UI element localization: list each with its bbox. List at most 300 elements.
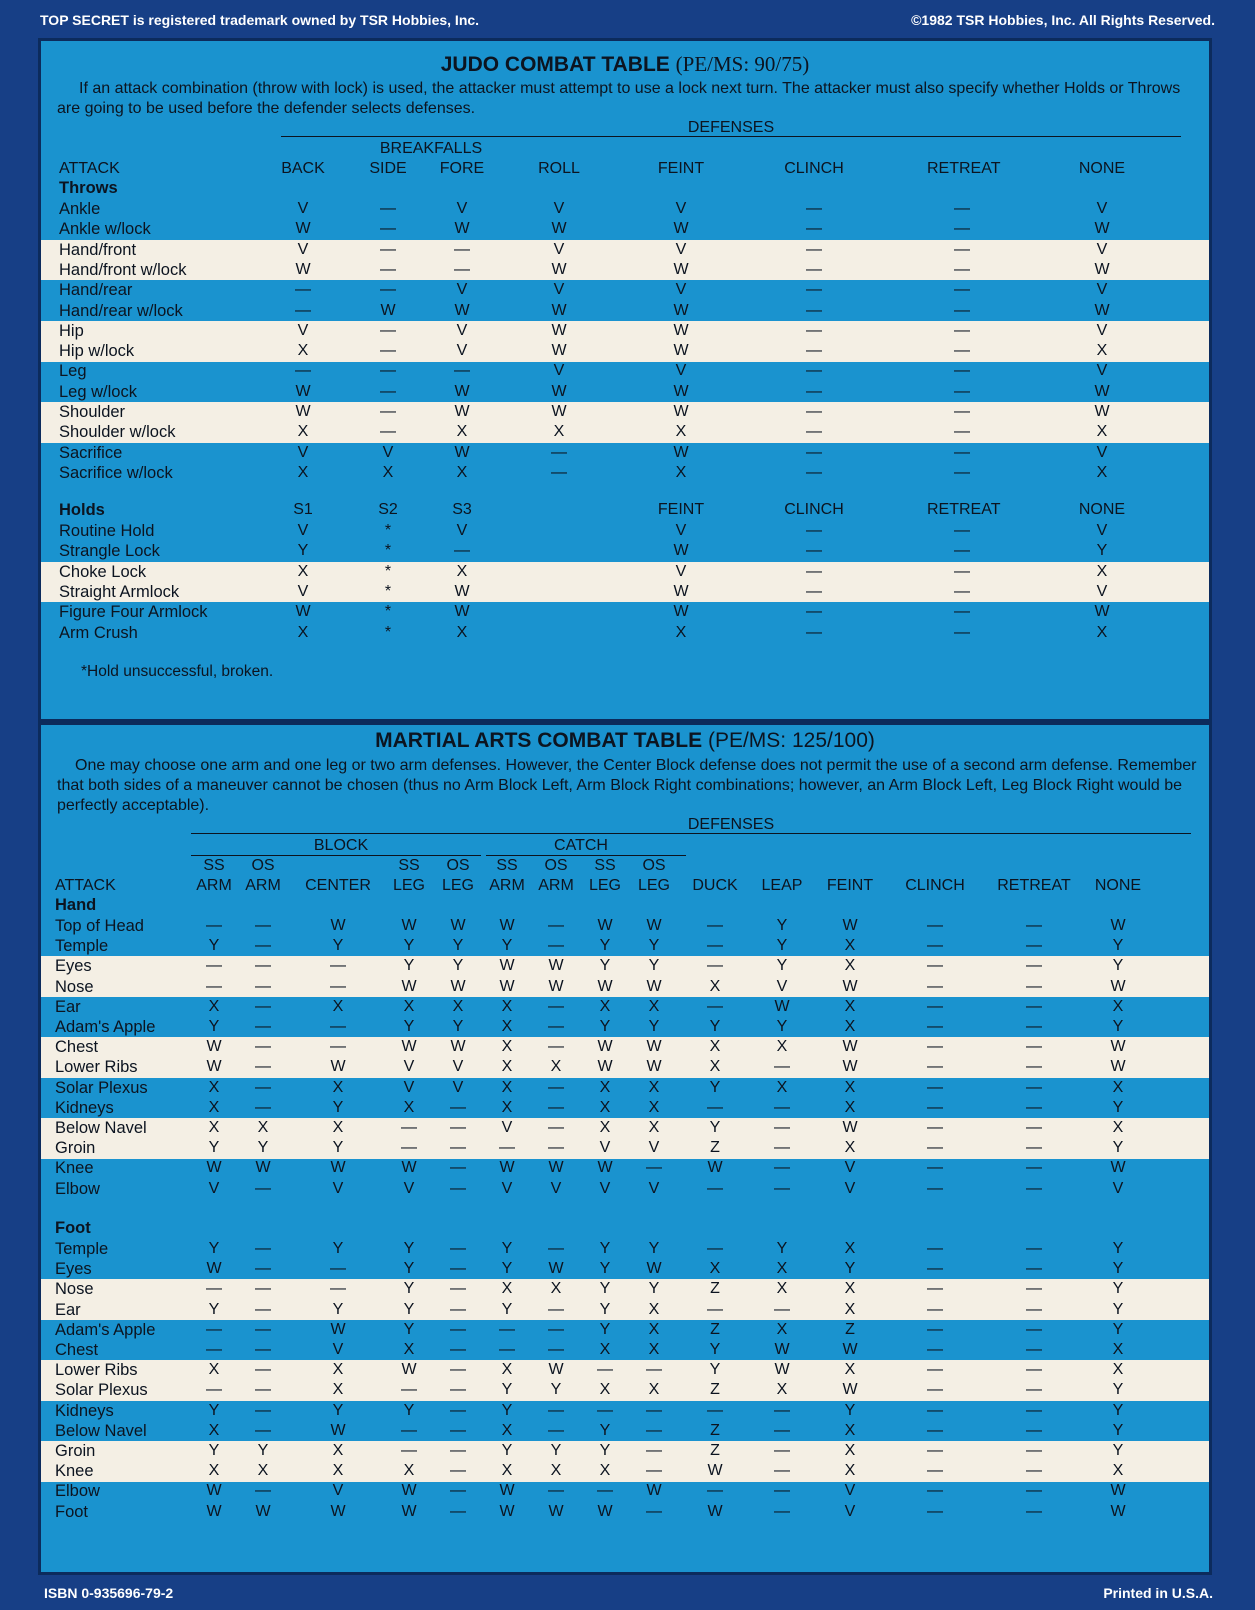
- judo-throw-row-label: Hand/rear w/lock: [59, 301, 183, 320]
- judo-throw-cell: X: [1096, 463, 1108, 481]
- ma-hand-cell: W: [646, 917, 662, 934]
- ma-foot-row-label: Temple: [55, 1240, 109, 1258]
- ma-hand-cell: —: [927, 937, 943, 955]
- ma-foot-cell: Y: [1112, 1421, 1124, 1439]
- ma-foot-cell: —: [450, 1401, 466, 1419]
- judo-hold-cell: —: [806, 562, 822, 580]
- ma-foot-row: [41, 1360, 1209, 1381]
- judo-throw-cell: W: [551, 382, 567, 400]
- ma-hand-cell: W: [401, 1159, 417, 1177]
- judo-hold-col-header: S3: [452, 501, 472, 518]
- ma-hand-cell: —: [1026, 1018, 1042, 1035]
- ma-hand-cell: —: [255, 957, 271, 975]
- ma-hand-cell: W: [842, 1119, 858, 1136]
- ma-foot-cell: X: [208, 1421, 220, 1439]
- judo-hold-cell: X: [297, 562, 309, 580]
- judo-hold-row: [41, 521, 1209, 542]
- ma-foot-cell: Y: [208, 1300, 220, 1318]
- judo-throw-cell: —: [954, 403, 970, 420]
- bottom-bar: [0, 1575, 1255, 1610]
- ma-foot-cell: Y: [501, 1260, 513, 1278]
- ma-foot-cell: —: [330, 1260, 346, 1278]
- judo-throw-row-label: Shoulder: [59, 403, 126, 421]
- judo-throw-cell: W: [295, 382, 311, 400]
- ma-hand-cell: X: [1112, 1078, 1124, 1096]
- judo-throw-row-label: Shoulder w/lock: [59, 423, 176, 442]
- ma-hand-cell: W: [597, 1159, 613, 1177]
- judo-hold-col-header: CLINCH: [784, 501, 844, 518]
- ma-foot-cell: —: [450, 1381, 466, 1399]
- ma-hand-cell: V: [550, 1179, 562, 1197]
- judo-throw-cell: W: [551, 220, 567, 238]
- judo-throw-cell: V: [456, 321, 468, 339]
- ma-foot-cell: Y: [403, 1280, 415, 1298]
- ma-foot-cell: W: [499, 1482, 515, 1500]
- ma-foot-cell: W: [646, 1260, 662, 1278]
- ma-hand-cell: Y: [332, 1139, 344, 1157]
- ma-hand-cell: X: [501, 1058, 513, 1076]
- ma-hand-cell: Y: [599, 1018, 611, 1035]
- ma-hand-cell: —: [255, 1078, 271, 1096]
- ma-hand-cell: —: [330, 1038, 346, 1056]
- ma-foot-cell: —: [927, 1300, 943, 1318]
- judo-hold-cell: V: [456, 522, 468, 539]
- ma-foot-cell: W: [548, 1260, 564, 1278]
- ma-foot-cell: Y: [776, 1240, 788, 1257]
- judo-hold-row-label: Choke Lock: [59, 562, 147, 581]
- ma-catch-label: CATCH: [554, 837, 608, 854]
- ma-hand-row: [41, 1138, 1209, 1159]
- ma-hand-cell: W: [255, 1159, 271, 1177]
- ma-hand-cell: V: [403, 1058, 415, 1076]
- judo-hold-row-label: Straight Armlock: [59, 582, 180, 601]
- ma-col-header-bottom: CENTER: [305, 877, 371, 894]
- ma-hand-cell: V: [844, 1179, 856, 1197]
- ma-hand-cell: Y: [332, 1098, 344, 1116]
- ma-foot-cell: —: [774, 1482, 790, 1500]
- ma-foot-cell: —: [450, 1280, 466, 1298]
- ma-hand-cell: X: [844, 937, 856, 955]
- ma-hand-cell: X: [776, 1078, 788, 1096]
- ma-foot-cell: Y: [1112, 1401, 1124, 1419]
- ma-hand-cell: Y: [648, 957, 660, 975]
- ma-hand-cell: Y: [1112, 957, 1124, 975]
- ma-foot-cell: —: [206, 1280, 222, 1298]
- ma-hand-cell: W: [842, 977, 858, 995]
- judo-throw-cell: W: [1094, 260, 1110, 278]
- judo-hold-cell: —: [954, 542, 970, 560]
- judo-throw-row: [41, 301, 1209, 322]
- ma-hand-cell: X: [648, 1078, 660, 1096]
- judo-throw-cell: —: [380, 240, 396, 258]
- ma-hand-cell: —: [450, 1159, 466, 1177]
- ma-foot-cell: Y: [1112, 1260, 1124, 1278]
- ma-block-label: BLOCK: [313, 837, 369, 854]
- ma-hand-cell: —: [548, 1098, 564, 1116]
- judo-throw-cell: —: [806, 463, 822, 481]
- ma-hand-cell: —: [774, 1098, 790, 1116]
- ma-hand-cell: Y: [452, 937, 464, 955]
- judo-throw-cell: —: [806, 200, 822, 217]
- ma-foot-cell: X: [332, 1442, 344, 1459]
- judo-col-header: BACK: [281, 160, 325, 177]
- ma-hand-cell: X: [403, 1098, 415, 1116]
- ma-hand-cell: X: [776, 1038, 788, 1056]
- ma-hand-cell: —: [774, 1139, 790, 1157]
- ma-hand-cell: Y: [257, 1139, 269, 1157]
- ma-foot-cell: —: [927, 1502, 943, 1520]
- ma-hand-cell: Y: [776, 937, 788, 955]
- ma-foot-cell: X: [648, 1320, 660, 1338]
- ma-hand-cell: Y: [776, 957, 788, 975]
- ma-hand-cell: V: [403, 1078, 415, 1096]
- ma-hand-cell: —: [206, 917, 222, 934]
- ma-foot-cell: —: [450, 1300, 466, 1318]
- ma-foot-cell: —: [1026, 1320, 1042, 1338]
- ma-hand-cell: X: [403, 997, 415, 1015]
- judo-throw-cell: W: [380, 301, 396, 319]
- ma-hand-cell: X: [208, 1119, 220, 1136]
- ma-hand-row: [41, 997, 1209, 1018]
- ma-foot-row-label: Solar Plexus: [55, 1381, 148, 1400]
- ma-hand-cell: —: [1026, 1058, 1042, 1076]
- judo-throw-row: [41, 321, 1209, 342]
- judo-throw-row: [41, 463, 1209, 484]
- judo-throw-cell: —: [954, 301, 970, 319]
- judo-throw-cell: W: [1094, 403, 1110, 420]
- ma-foot-cell: —: [450, 1421, 466, 1439]
- judo-col-header: FEINT: [657, 160, 705, 177]
- ma-foot-cell: Y: [208, 1442, 220, 1459]
- judo-throw-cell: W: [673, 443, 689, 461]
- judo-hold-cell: W: [454, 603, 470, 621]
- ma-hand-cell: —: [255, 1058, 271, 1076]
- ma-foot-cell: Z: [710, 1442, 720, 1459]
- judo-throw-cell: V: [553, 281, 565, 299]
- ma-hand-cell: X: [599, 1119, 611, 1136]
- ma-hand-row-label: Below Navel: [55, 1119, 147, 1137]
- judo-col-header: NONE: [1078, 160, 1126, 177]
- ma-foot-cell: —: [499, 1320, 515, 1338]
- ma-hand-cell: Y: [599, 957, 611, 975]
- ma-title: MARTIAL ARTS COMBAT TABLE (PE/MS: 125/100): [375, 729, 875, 752]
- ma-hand-cell: V: [648, 1179, 660, 1197]
- judo-hold-row-label: Arm Crush: [59, 623, 138, 642]
- judo-throw-cell: —: [806, 382, 822, 400]
- judo-throw-cell: V: [1096, 240, 1108, 258]
- judo-throw-cell: —: [380, 362, 396, 380]
- judo-hold-cell: V: [675, 522, 687, 539]
- ma-hand-cell: —: [255, 917, 271, 934]
- ma-foot-cell: —: [450, 1502, 466, 1520]
- judo-throw-cell: —: [551, 463, 567, 481]
- ma-foot-cell: —: [646, 1462, 662, 1480]
- ma-hand-cell: X: [1112, 997, 1124, 1015]
- judo-throw-cell: X: [456, 463, 468, 481]
- ma-col-header-top: OS: [544, 857, 568, 874]
- judo-throw-cell: X: [1096, 423, 1108, 441]
- ma-hand-cell: X: [844, 1139, 856, 1157]
- judo-throw-cell: W: [673, 403, 689, 420]
- ma-hand-cell: —: [450, 1179, 466, 1197]
- judo-hold-cell: *: [384, 603, 392, 621]
- ma-hand-cell: V: [452, 1058, 464, 1076]
- ma-hand-cell: Y: [1112, 937, 1124, 955]
- ma-hand-cell: X: [501, 997, 513, 1015]
- ma-hand-cell: —: [927, 1058, 943, 1076]
- ma-hand-cell: W: [450, 977, 466, 995]
- ma-hand-cell: W: [1110, 917, 1126, 934]
- ma-foot-row: [41, 1320, 1209, 1341]
- judo-throw-cell: W: [454, 220, 470, 238]
- judo-hold-cell: V: [1096, 522, 1108, 539]
- ma-foot-cell: Y: [403, 1320, 415, 1338]
- ma-foot-cell: Y: [501, 1442, 513, 1459]
- ma-hand-cell: —: [1026, 1038, 1042, 1056]
- judo-throw-cell: —: [380, 403, 396, 420]
- ma-foot-row-label: Kidneys: [55, 1401, 114, 1420]
- judo-throw-cell: —: [380, 260, 396, 278]
- ma-foot-cell: —: [1026, 1401, 1042, 1419]
- ma-foot-cell: —: [646, 1502, 662, 1520]
- ma-foot-cell: Z: [845, 1320, 855, 1338]
- ma-foot-cell: X: [648, 1300, 660, 1318]
- ma-hand-cell: —: [774, 1179, 790, 1197]
- judo-throw-cell: —: [380, 281, 396, 299]
- ma-hand-cell: V: [844, 1159, 856, 1177]
- ma-foot-cell: —: [450, 1482, 466, 1500]
- ma-foot-cell: W: [255, 1502, 271, 1520]
- judo-throw-cell: —: [954, 382, 970, 400]
- judo-hold-cell: *: [384, 522, 392, 539]
- ma-hand-cell: V: [599, 1139, 611, 1157]
- ma-hand-cell: X: [844, 997, 856, 1015]
- ma-hand-row: [41, 1078, 1209, 1099]
- ma-hand-row: [41, 1179, 1209, 1200]
- ma-foot-row: [41, 1300, 1209, 1321]
- ma-hand-row: [41, 1158, 1209, 1179]
- ma-hand-cell: W: [548, 1159, 564, 1177]
- ma-hand-cell: —: [927, 1159, 943, 1177]
- ma-foot-cell: Z: [710, 1320, 720, 1338]
- judo-throw-cell: —: [551, 443, 567, 461]
- judo-throw-row: [41, 260, 1209, 281]
- ma-hand-cell: W: [597, 1058, 613, 1076]
- ma-hand-cell: Y: [776, 1018, 788, 1035]
- judo-throw-cell: —: [954, 240, 970, 258]
- ma-foot-cell: V: [844, 1502, 856, 1520]
- ma-foot-row: [41, 1461, 1209, 1482]
- ma-foot-cell: X: [332, 1361, 344, 1379]
- ma-foot-cell: X: [501, 1280, 513, 1298]
- judo-throw-cell: —: [954, 463, 970, 481]
- ma-hand-cell: —: [330, 1018, 346, 1035]
- ma-hand-cell: W: [646, 1058, 662, 1076]
- ma-foot-cell: —: [927, 1381, 943, 1399]
- ma-foot-cell: Y: [599, 1320, 611, 1338]
- ma-hand-cell: Y: [599, 937, 611, 955]
- ma-col-header-top: SS: [203, 857, 225, 874]
- judo-throw-cell: X: [382, 463, 394, 481]
- judo-throw-cell: —: [806, 423, 822, 441]
- ma-hand-cell: —: [707, 957, 723, 975]
- ma-foot-cell: X: [550, 1462, 562, 1480]
- ma-hand-cell: —: [1026, 1159, 1042, 1177]
- ma-hand-cell: —: [927, 1018, 943, 1035]
- ma-hand-cell: —: [548, 997, 564, 1015]
- ma-foot-cell: X: [1112, 1341, 1124, 1358]
- judo-throw-cell: —: [806, 240, 822, 258]
- ma-col-header-bottom: ARM: [489, 877, 525, 894]
- ma-hand-cell: W: [499, 1159, 515, 1177]
- ma-hand-cell: W: [206, 1038, 222, 1056]
- ma-hand-row-label: Elbow: [55, 1179, 100, 1198]
- ma-foot-cell: —: [206, 1341, 222, 1358]
- ma-hand-cell: Y: [208, 1018, 220, 1035]
- ma-foot-cell: W: [597, 1502, 613, 1520]
- ma-foot-cell: X: [403, 1462, 415, 1480]
- judo-throw-cell: W: [295, 260, 311, 278]
- ma-foot-cell: Y: [1112, 1442, 1124, 1459]
- ma-hand-cell: X: [501, 1018, 513, 1035]
- ma-foot-cell: Z: [710, 1381, 720, 1399]
- ma-hand-cell: V: [403, 1179, 415, 1197]
- judo-throw-cell: —: [454, 240, 470, 258]
- ma-hand-row-label: Adam's Apple: [55, 1018, 156, 1036]
- ma-hand-row-label: Lower Ribs: [55, 1058, 138, 1077]
- judo-hold-cell: V: [297, 582, 309, 600]
- ma-foot-cell: —: [927, 1421, 943, 1439]
- judo-throw-row-label: Leg w/lock: [59, 382, 137, 401]
- ma-hand-cell: Y: [709, 1018, 721, 1035]
- ma-foot-cell: —: [1026, 1300, 1042, 1318]
- judo-throw-cell: W: [673, 301, 689, 319]
- judo-throw-cell: —: [806, 301, 822, 319]
- ma-hand-row-label: Temple: [55, 937, 109, 956]
- ma-hand-cell: W: [499, 977, 515, 995]
- judo-hold-cell: —: [954, 623, 970, 641]
- ma-hand-cell: Y: [452, 1018, 464, 1035]
- ma-foot-cell: —: [1026, 1240, 1042, 1257]
- ma-hand-row-label: Solar Plexus: [55, 1078, 148, 1097]
- ma-foot-cell: —: [646, 1361, 662, 1379]
- ma-foot-cell: Y: [257, 1442, 269, 1459]
- ma-foot-cell: —: [707, 1300, 723, 1318]
- ma-hand-cell: X: [332, 997, 344, 1015]
- judo-throw-cell: —: [454, 260, 470, 278]
- judo-hold-cell: —: [954, 603, 970, 621]
- ma-foot-cell: —: [450, 1361, 466, 1379]
- ma-hand-cell: Y: [332, 937, 344, 955]
- judo-throw-cell: V: [675, 200, 687, 217]
- judo-holds-label: Holds: [59, 501, 105, 519]
- ma-foot-cell: Y: [550, 1381, 562, 1399]
- ma-foot-cell: Y: [599, 1442, 611, 1459]
- ma-foot-cell: —: [548, 1341, 564, 1358]
- ma-foot-row: [41, 1502, 1209, 1523]
- judo-hold-cell: Y: [1096, 542, 1108, 560]
- judo-throw-row: [41, 240, 1209, 261]
- ma-hand-cell: Y: [709, 1078, 721, 1096]
- ma-foot-cell: —: [548, 1300, 564, 1318]
- ma-hand-cell: X: [844, 1098, 856, 1116]
- ma-foot-cell: —: [927, 1401, 943, 1419]
- ma-hand-cell: —: [450, 1098, 466, 1116]
- ma-hand-row-label: Kidneys: [55, 1098, 114, 1117]
- ma-hand-cell: Y: [648, 1018, 660, 1035]
- judo-throw-cell: V: [553, 362, 565, 380]
- ma-foot-cell: —: [597, 1482, 613, 1500]
- judo-hold-row: [41, 582, 1209, 603]
- judo-hold-cell: —: [806, 522, 822, 539]
- ma-hand-cell: X: [648, 997, 660, 1015]
- ma-foot-cell: W: [842, 1381, 858, 1399]
- judo-throw-cell: —: [295, 281, 311, 299]
- ma-hand-cell: Y: [709, 1119, 721, 1136]
- ma-hand-cell: X: [844, 1078, 856, 1096]
- ma-hand-cell: W: [330, 917, 346, 934]
- ma-foot-cell: —: [646, 1401, 662, 1419]
- ma-foot-cell: —: [255, 1240, 271, 1257]
- judo-throw-cell: X: [675, 463, 687, 481]
- judo-throw-cell: V: [1096, 443, 1108, 461]
- judo-hold-cell: X: [675, 623, 687, 641]
- judo-throw-cell: V: [553, 200, 565, 217]
- ma-hand-cell: —: [1026, 1139, 1042, 1157]
- ma-hand-cell: —: [548, 917, 564, 934]
- ma-hand-cell: X: [332, 1119, 344, 1136]
- judo-throw-cell: V: [456, 342, 468, 360]
- ma-col-header-bottom: LEG: [392, 877, 425, 894]
- ma-foot-cell: Y: [709, 1341, 721, 1358]
- ma-foot-cell: X: [332, 1462, 344, 1480]
- judo-throw-cell: V: [675, 240, 687, 258]
- ma-hand-row-label: Ear: [55, 997, 81, 1016]
- ma-foot-row: [41, 1441, 1209, 1462]
- judo-throw-cell: X: [297, 463, 309, 481]
- ma-foot-cell: W: [707, 1502, 723, 1520]
- ma-foot-cell: Y: [599, 1260, 611, 1278]
- ma-hand-cell: —: [330, 977, 346, 995]
- ma-foot-cell: X: [208, 1462, 220, 1480]
- ma-foot-cell: —: [646, 1442, 662, 1459]
- ma-foot-row-label: Below Navel: [55, 1421, 147, 1440]
- ma-foot-cell: W: [206, 1260, 222, 1278]
- judo-throw-cell: —: [380, 200, 396, 217]
- ma-hand-cell: X: [452, 997, 464, 1015]
- judo-throw-cell: W: [454, 301, 470, 319]
- judo-breakfalls-label: BREAKFALLS: [379, 140, 483, 157]
- ma-hand-cell: X: [648, 1098, 660, 1116]
- ma-foot-cell: —: [255, 1421, 271, 1439]
- judo-throw-cell: V: [297, 443, 309, 461]
- ma-foot-cell: —: [330, 1280, 346, 1298]
- judo-throw-cell: —: [954, 281, 970, 299]
- ma-foot-cell: X: [501, 1361, 513, 1379]
- ma-hand-row: [41, 936, 1209, 957]
- judo-throw-cell: W: [673, 382, 689, 400]
- ma-hand-cell: X: [648, 1119, 660, 1136]
- ma-foot-row: [41, 1279, 1209, 1300]
- ma-hand-cell: V: [208, 1179, 220, 1197]
- ma-col-header-bottom: DUCK: [692, 877, 738, 894]
- ma-col-header-bottom: LEG: [588, 877, 621, 894]
- ma-foot-cell: W: [548, 1502, 564, 1520]
- ma-foot-cell: Y: [709, 1361, 721, 1379]
- ma-hand-cell: W: [548, 957, 564, 975]
- judo-hold-col-header: S2: [378, 501, 398, 518]
- judo-hold-cell: *: [384, 562, 392, 580]
